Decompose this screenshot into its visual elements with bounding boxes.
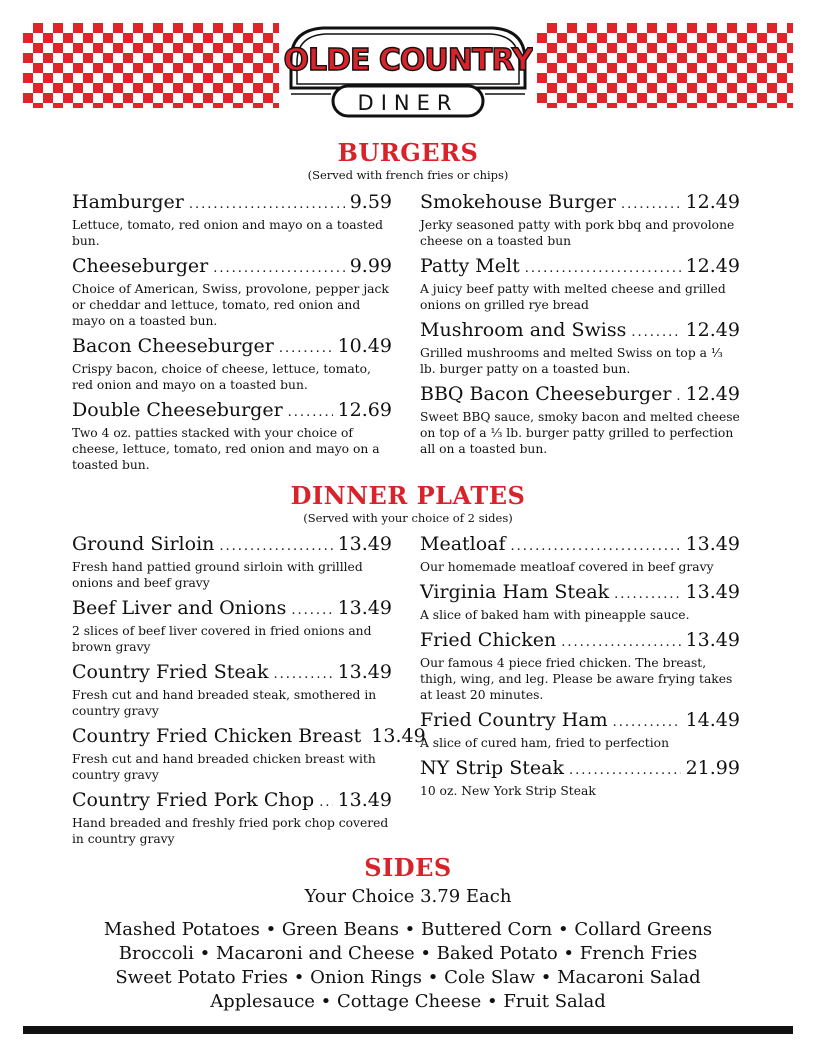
- item-description: Fresh hand pattied ground sirloin with grillled onions and beef gravy: [72, 560, 363, 590]
- item-description: Sweet BBQ sauce, smoky bacon and melted cheese on top of a ⅓ lb. burger patty grilled to perfection all on a toasted bun.: [420, 410, 740, 456]
- checker-pattern-right: [537, 23, 793, 108]
- item-name: Beef Liver and Onions: [72, 597, 287, 619]
- item-name: Fried Country Ham: [420, 709, 608, 731]
- menu-item: [72, 533, 392, 591]
- menu-item: [72, 725, 426, 783]
- menu-item: [72, 661, 392, 719]
- logo-line2: DINER: [357, 91, 459, 115]
- item-name: Cheeseburger: [72, 255, 209, 277]
- dinner-right-column: [420, 533, 740, 805]
- item-price: 9.99: [349, 255, 392, 277]
- item-description: Choice of American, Swiss, provolone, pepper jack or cheddar and lettuce, tomato, red onion and mayo on a toasted bun.: [72, 282, 389, 328]
- burgers-title: BURGERS: [337, 138, 479, 167]
- checker-pattern-left: [23, 23, 279, 108]
- menu-item: [72, 191, 392, 249]
- item-price: 21.99: [685, 757, 740, 779]
- item-price: 12.49: [685, 191, 740, 213]
- item-price: 9.59: [349, 191, 392, 213]
- menu-item: [420, 581, 740, 623]
- item-price: 13.49: [685, 581, 740, 603]
- item-name: Smokehouse Burger: [420, 191, 616, 213]
- item-description: Jerky seasoned patty with pork bbq and provolone cheese on a toasted bun: [420, 218, 735, 248]
- menu-item: [420, 533, 740, 575]
- item-description: Fresh cut and hand breaded chicken breast with country gravy: [72, 752, 376, 782]
- item-price: 13.49: [337, 597, 392, 619]
- burgers-right-column: [420, 191, 740, 463]
- item-price: 13.49: [371, 725, 426, 747]
- dinner-plates-title: DINNER PLATES: [290, 481, 526, 510]
- item-description: Lettuce, tomato, red onion and mayo on a toasted bun.: [72, 218, 383, 248]
- sides-price: Your Choice 3.79 Each: [304, 886, 512, 907]
- item-price: 12.69: [337, 399, 392, 421]
- item-name: Patty Melt: [420, 255, 520, 277]
- menu-item: [420, 709, 740, 751]
- item-name: Double Cheeseburger: [72, 399, 283, 421]
- item-price: 13.49: [337, 661, 392, 683]
- menu-item: [420, 191, 740, 249]
- item-description: 10 oz. New York Strip Steak: [420, 784, 596, 798]
- item-description: Our homemade meatloaf covered in beef gravy: [420, 560, 714, 574]
- item-name: Country Fried Steak: [72, 661, 269, 683]
- item-price: 13.49: [685, 629, 740, 651]
- item-description: Crispy bacon, choice of cheese, lettuce, tomato, red onion and mayo on a toasted bun.: [72, 362, 371, 392]
- menu-item: [420, 629, 740, 703]
- item-price: 14.49: [685, 709, 740, 731]
- item-description: Our famous 4 piece fried chicken. The breast, thigh, wing, and leg. Please be aware frying takes at least 20 minutes.: [420, 656, 733, 702]
- sides-line: Sweet Potato Fries • Onion Rings • Cole Slaw • Macaroni Salad: [115, 967, 701, 988]
- sides-list: [0, 918, 816, 1014]
- item-name: Virginia Ham Steak: [420, 581, 610, 603]
- item-name: Meatloaf: [420, 533, 506, 555]
- item-price: 13.49: [337, 789, 392, 811]
- menu-item: [72, 597, 392, 655]
- menu-item: [72, 335, 392, 393]
- item-price: 12.49: [685, 383, 740, 405]
- item-description: Grilled mushrooms and melted Swiss on top a ⅓ lb. burger patty on a toasted bun.: [420, 346, 723, 376]
- item-name: BBQ Bacon Cheeseburger: [420, 383, 672, 405]
- menu-item: [420, 757, 740, 799]
- item-description: A slice of cured ham, fried to perfection: [420, 736, 669, 750]
- item-name: NY Strip Steak: [420, 757, 564, 779]
- menu-item: [72, 399, 392, 473]
- item-description: Two 4 oz. patties stacked with your choice of cheese, lettuce, tomato, red onion and mayo on a toasted bun.: [72, 426, 380, 472]
- burgers-subtitle: (Served with french fries or chips): [307, 168, 509, 182]
- item-price: 12.49: [685, 319, 740, 341]
- item-name: Country Fried Chicken Breast: [72, 725, 362, 747]
- item-price: 10.49: [337, 335, 392, 357]
- sides-line: Mashed Potatoes • Green Beans • Buttered Corn • Collard Greens: [103, 919, 713, 940]
- item-name: Country Fried Pork Chop: [72, 789, 315, 811]
- item-name: Hamburger: [72, 191, 184, 213]
- item-description: 2 slices of beef liver covered in fried onions and brown gravy: [72, 624, 372, 654]
- item-description: A juicy beef patty with melted cheese and grilled onions on grilled rye bread: [420, 282, 726, 312]
- item-name: Fried Chicken: [420, 629, 557, 651]
- burgers-left-column: [72, 191, 392, 479]
- menu-item: [420, 383, 740, 457]
- dinner-plates-subtitle: (Served with your choice of 2 sides): [303, 511, 513, 525]
- dinner-left-column: [72, 533, 426, 853]
- item-name: Mushroom and Swiss: [420, 319, 627, 341]
- sides-line: Broccoli • Macaroni and Cheese • Baked Potato • French Fries: [118, 943, 698, 964]
- item-description: Fresh cut and hand breaded steak, smothered in country gravy: [72, 688, 377, 718]
- menu-item: [420, 255, 740, 313]
- item-description: Hand breaded and freshly fried pork chop covered in country gravy: [72, 816, 389, 846]
- bottom-divider: [23, 1026, 793, 1034]
- menu-item: [72, 255, 392, 329]
- menu-item: [72, 789, 392, 847]
- item-description: A slice of baked ham with pineapple sauce.: [420, 608, 690, 622]
- diner-logo: [283, 22, 533, 122]
- sides-line: Applesauce • Cottage Cheese • Fruit Salad: [210, 991, 606, 1012]
- sides-title: SIDES: [364, 853, 452, 882]
- menu-item: [420, 319, 740, 377]
- item-name: Ground Sirloin: [72, 533, 215, 555]
- logo-line1: OLDE COUNTRY: [283, 43, 533, 78]
- item-price: 12.49: [685, 255, 740, 277]
- item-name: Bacon Cheeseburger: [72, 335, 274, 357]
- item-price: 13.49: [685, 533, 740, 555]
- item-price: 13.49: [337, 533, 392, 555]
